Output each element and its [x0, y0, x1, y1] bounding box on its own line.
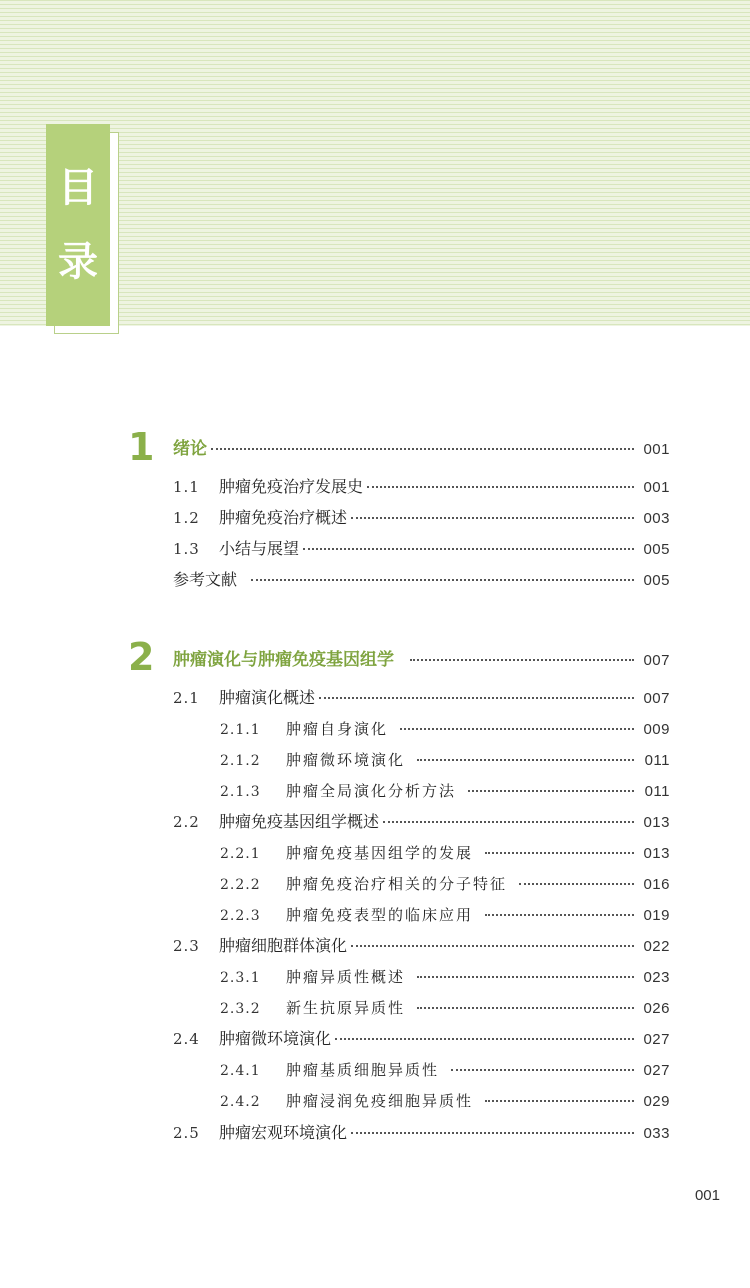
entry-title: 肿瘤宏观环境演化 [219, 1123, 348, 1142]
entry-title: 小结与展望 [219, 539, 300, 558]
entry-title: 新生抗原异质性 [286, 999, 406, 1017]
toc-entry-2-5[interactable] [173, 1122, 670, 1144]
toc-entry-2-1-3[interactable] [220, 780, 670, 802]
entry-number: 2.3.1 [220, 970, 261, 986]
entry-number: 2.2.1 [220, 846, 261, 862]
entry-title: 肿瘤免疫治疗概述 [219, 508, 348, 527]
dot-leader [335, 1037, 634, 1040]
dot-leader [485, 851, 634, 854]
entry-number: 2.1.1 [220, 722, 261, 738]
entry-number: 2.4 [173, 1030, 200, 1048]
chapter-1-title: 绪论 [173, 439, 207, 459]
dot-leader [400, 727, 634, 730]
entry-title: 肿瘤免疫基因组学的发展 [286, 844, 474, 862]
chapter-1-page: 001 [643, 441, 670, 458]
entry-page: 016 [643, 876, 670, 893]
entry-page: 009 [643, 721, 670, 738]
dot-leader [319, 696, 634, 699]
dot-leader [351, 1131, 634, 1134]
entry-title: 肿瘤异质性概述 [286, 968, 406, 986]
dot-leader [351, 516, 634, 519]
toc-entry-2-1[interactable] [173, 687, 670, 709]
toc-entry-chapter-2[interactable] [173, 649, 670, 671]
entry-title: 肿瘤自身演化 [286, 720, 389, 738]
toc-title-char-2: 录 [58, 238, 98, 285]
toc-entry-2-1-1[interactable] [220, 718, 670, 740]
entry-number: 2.2.3 [220, 908, 261, 924]
dot-leader [251, 578, 634, 581]
entry-number: 1.2 [173, 509, 200, 527]
entry-number: 2.4.2 [220, 1094, 261, 1110]
entry-page: 027 [643, 1062, 670, 1079]
entry-number: 1.3 [173, 540, 200, 558]
entry-title: 肿瘤免疫治疗发展史 [219, 477, 364, 496]
chapter-1-number: 1 [128, 425, 155, 469]
entry-page: 029 [643, 1093, 670, 1110]
entry-number: 2.1.3 [220, 784, 261, 800]
entry-page: 022 [643, 938, 670, 955]
entry-title: 肿瘤免疫表型的临床应用 [286, 906, 474, 924]
chapter-2-page: 007 [643, 652, 670, 669]
dot-leader [303, 547, 634, 550]
dot-leader [367, 485, 634, 488]
dot-leader [351, 944, 634, 947]
entry-title: 肿瘤免疫治疗相关的分子特征 [286, 875, 508, 893]
entry-page: 001 [643, 479, 670, 496]
entry-page: 003 [643, 510, 670, 527]
toc-entry-2-2-1[interactable] [220, 842, 670, 864]
dot-leader [451, 1068, 634, 1071]
dot-leader [417, 1006, 634, 1009]
toc-entry-2-1-2[interactable] [220, 749, 670, 771]
entry-page: 005 [643, 541, 670, 558]
toc-entry-chapter-1[interactable] [173, 438, 670, 460]
entry-page: 019 [643, 907, 670, 924]
toc-entry-2-2-3[interactable] [220, 904, 670, 926]
toc-entry-2-2[interactable] [173, 811, 670, 833]
entry-title: 肿瘤细胞群体演化 [219, 936, 348, 955]
entry-title: 肿瘤浸润免疫细胞异质性 [286, 1092, 474, 1110]
entry-number: 2.1.2 [220, 753, 261, 769]
toc-entry-1-3[interactable] [173, 538, 670, 560]
dot-leader [468, 789, 634, 792]
toc-title-box [46, 124, 110, 326]
entry-page: 026 [643, 1000, 670, 1017]
toc-entry-2-4-2[interactable] [220, 1090, 670, 1112]
entry-title: 肿瘤全局演化分析方法 [286, 782, 457, 800]
entry-number: 2.4.1 [220, 1063, 261, 1079]
dot-leader [211, 447, 634, 450]
dot-leader [383, 820, 634, 823]
entry-page: 013 [643, 814, 670, 831]
toc-title-char-1: 目 [58, 164, 98, 211]
dot-leader [417, 975, 634, 978]
toc-entry-1-2[interactable] [173, 507, 670, 529]
dot-leader [417, 758, 634, 761]
entry-page: 023 [643, 969, 670, 986]
page-number: 001 [694, 1187, 720, 1204]
chapter-2-title: 肿瘤演化与肿瘤免疫基因组学 [173, 650, 394, 670]
toc-entry-2-4-1[interactable] [220, 1059, 670, 1081]
entry-title: 肿瘤微环境演化 [219, 1029, 332, 1048]
entry-page: 007 [643, 690, 670, 707]
entry-number: 2.3 [173, 937, 200, 955]
entry-title: 肿瘤微环境演化 [286, 751, 406, 769]
entry-number: 2.2 [173, 813, 200, 831]
dot-leader [519, 882, 634, 885]
entry-number: 2.2.2 [220, 877, 261, 893]
entry-page: 011 [644, 783, 670, 800]
entry-number: 2.3.2 [220, 1001, 261, 1017]
toc-entry-2-4[interactable] [173, 1028, 670, 1050]
toc-entry-2-3-2[interactable] [220, 997, 670, 1019]
entry-title: 肿瘤演化概述 [219, 688, 316, 707]
entry-page: 027 [643, 1031, 670, 1048]
entry-page: 011 [644, 752, 670, 769]
references-page: 005 [643, 572, 670, 589]
toc-entry-2-3[interactable] [173, 935, 670, 957]
dot-leader [485, 913, 634, 916]
toc-entry-1-1[interactable] [173, 476, 670, 498]
dot-leader [485, 1099, 634, 1102]
entry-title: 肿瘤基质细胞异质性 [286, 1061, 440, 1079]
entry-number: 2.1 [173, 689, 200, 707]
references-title: 参考文献 [173, 570, 238, 589]
toc-entry-2-3-1[interactable] [220, 966, 670, 988]
entry-page: 013 [643, 845, 670, 862]
entry-title: 肿瘤免疫基因组学概述 [219, 812, 380, 831]
chapter-2-number: 2 [128, 635, 155, 679]
toc-entry-2-2-2[interactable] [220, 873, 670, 895]
toc-entry-references[interactable] [173, 569, 670, 591]
entry-page: 033 [643, 1125, 670, 1142]
entry-number: 1.1 [173, 478, 200, 496]
entry-number: 2.5 [173, 1124, 200, 1142]
dot-leader [410, 658, 634, 661]
